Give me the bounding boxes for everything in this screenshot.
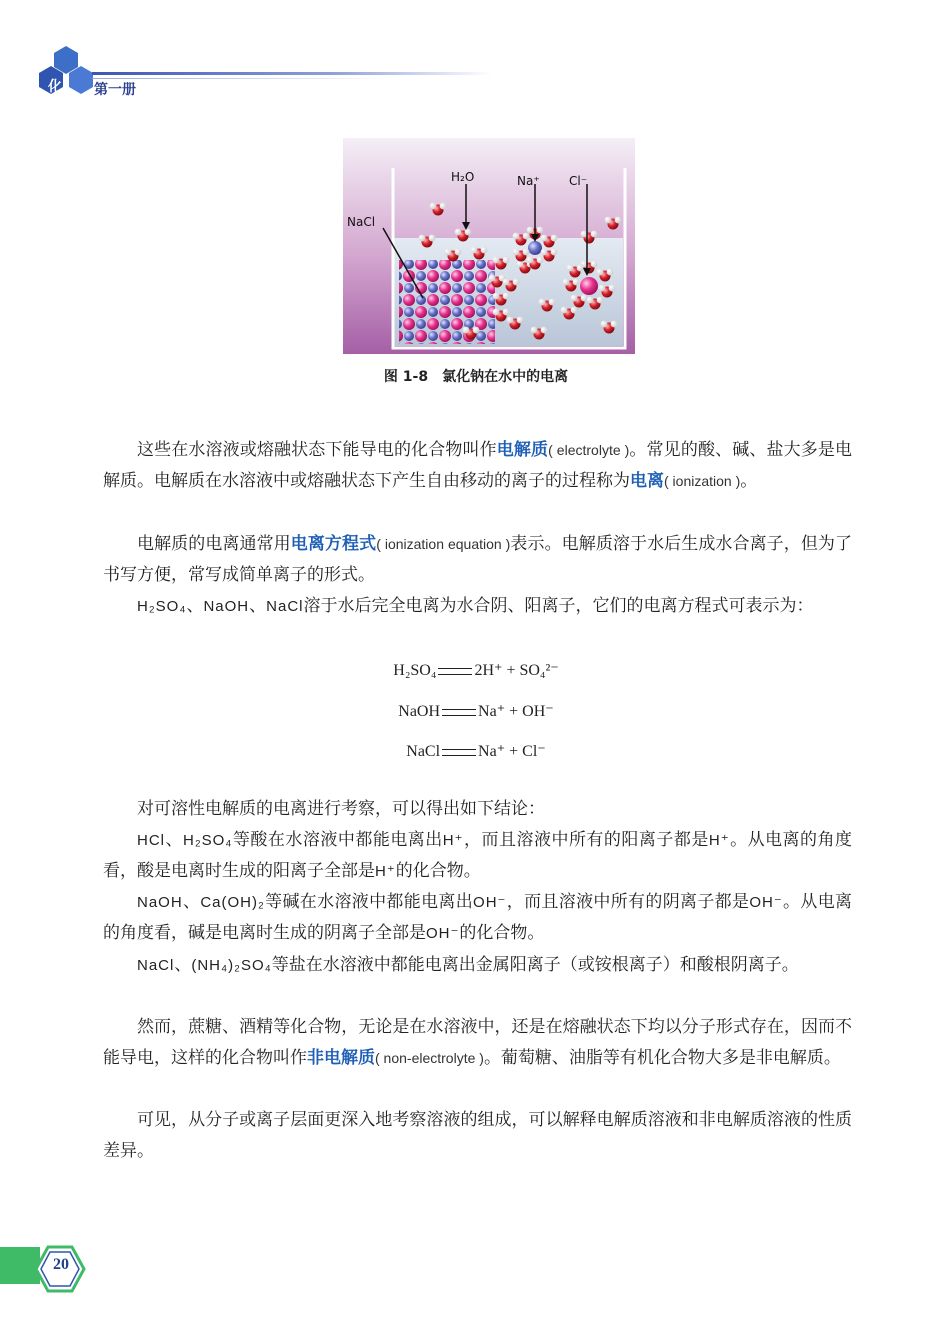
ion-h: H⁺	[442, 832, 464, 849]
english-ionization: ( ionization )	[664, 473, 741, 490]
logo-text: 化学	[48, 79, 74, 115]
english-ionization-equation: ( ionization equation )	[376, 536, 511, 552]
text-run: 可见，从分子或离子层面更深入地考察溶液的组成，可以解释电解质溶液和非电解质溶液的性质差异。	[103, 1110, 852, 1162]
text-run: 。葡萄糖、油脂等有机化合物大多是非电解质。	[483, 1048, 841, 1069]
equation-left: H₂SO₄	[393, 662, 437, 679]
text-run: 等碱在水溶液中都能电离出	[264, 892, 474, 912]
text-run: 这些在水溶液或熔融状态下能导电的化合物叫作	[137, 440, 497, 460]
formula-nh4-2so4: (NH₄)₂SO₄	[191, 957, 272, 974]
formula-nacl: NaCl	[137, 957, 175, 974]
caption-number: 图 1-8	[383, 369, 429, 385]
ion-oh: OH⁻	[426, 925, 460, 943]
equation-right: 2H⁺ + SO₄²⁻	[474, 662, 559, 679]
label-sodium-ion: Na⁺	[517, 174, 540, 188]
text-run: 电解质的电离通常用	[137, 534, 291, 554]
text-run: 的化合物。	[395, 861, 481, 882]
dissolution-figure	[343, 138, 635, 354]
text-run: ，而且溶液中所有的阳离子都是	[463, 830, 709, 850]
term-electrolyte: 电解质	[496, 440, 549, 460]
english-electrolyte: ( electrolyte )	[548, 442, 630, 458]
ion-oh: OH⁻	[749, 894, 783, 911]
formula-caoh2: Ca(OH)₂	[200, 894, 265, 911]
text-run: 。	[740, 471, 758, 492]
equation-naoh	[0, 701, 952, 721]
paragraph-salts: NaCl、(NH₄)₂SO₄等盐在水溶液中都能电离出金属阳离子（或铵根离子）和酸根阴离子。	[137, 955, 799, 975]
formula-h2so4: H₂SO₄	[137, 598, 187, 615]
term-ionization-equation: 电离方程式	[290, 534, 377, 554]
equals-sign	[438, 668, 472, 675]
formula-naoh: NaOH	[203, 598, 250, 615]
ion-h: H⁺	[375, 863, 396, 881]
term-ionization: 电离	[630, 471, 664, 492]
equation-right: Na⁺ + OH⁻	[478, 703, 554, 720]
figure-caption	[0, 366, 952, 386]
header-rule-thin	[92, 78, 392, 79]
header-rule	[92, 72, 492, 75]
text-run: 。从电离的角度看，酸是电离时生成的阳离子全部是	[103, 830, 853, 882]
book-title: 第一册	[94, 82, 136, 98]
formula-naoh: NaOH	[137, 894, 183, 911]
english-non-electrolyte: ( non-electrolyte )	[375, 1050, 484, 1067]
text-run: 。从电离的角度看，碱是电离时生成的阴离子全部是	[103, 892, 853, 944]
paragraph-electrolyte	[103, 435, 852, 497]
text-run: 溶于水后完全电离为水合阴、阳离子，它们的电离方程式可表示为：	[303, 596, 814, 616]
paragraph-non-electrolyte	[103, 1012, 852, 1074]
paragraph-conclusion-intro	[103, 794, 852, 825]
text-run: 对可溶性电解质的电离进行考察，可以得出如下结论：	[137, 799, 545, 819]
text-run: 表示。电解质溶于水后生成水合离子，但为了书写方便，常写成简单离子的形式。	[103, 534, 853, 586]
paragraph-summary	[103, 1105, 852, 1167]
text-run: ，而且溶液中所有的阴离子都是	[506, 892, 750, 912]
label-chloride-ion: Cl⁻	[569, 174, 588, 188]
formula-nacl: NaCl	[266, 598, 304, 615]
formula-hcl: HCl	[137, 832, 165, 849]
paragraph-ionization-equation	[103, 529, 852, 591]
paragraph-acids: HCl、H₂SO₄等酸在水溶液中都能电离出H⁺，而且溶液中所有的阳离子都是H⁺。从电离的角度看，酸是电离时生成的阳离子全部是H⁺的化合物。	[103, 830, 853, 882]
paragraph-strong-electrolytes: H₂SO₄、NaOH、NaCl溶于水后完全电离为水合阴、阳离子，它们的电离方程式可表示为：	[137, 596, 814, 616]
formula-h2so4: H₂SO₄	[182, 832, 233, 849]
page-header	[0, 0, 952, 115]
label-water: H₂O	[451, 170, 475, 184]
label-sodium-chloride: NaCl	[347, 215, 376, 229]
ion-oh: OH⁻	[473, 894, 507, 911]
text-run: 的化合物。	[459, 923, 545, 944]
term-non-electrolyte: 非电解质	[307, 1048, 375, 1069]
equation-left: NaOH	[398, 703, 441, 720]
equals-sign	[442, 749, 476, 756]
equation-left: NaCl	[406, 743, 441, 760]
text-run: 等酸在水溶液中都能电离出	[232, 830, 443, 850]
text-run: 然而，蔗糖、酒精等化合物，无论是在水溶液中，还是在熔融状态下均以分子形式存在，因而不能导电，这样的化合物叫作	[103, 1017, 852, 1069]
equation-nacl	[0, 741, 952, 761]
ion-h: H⁺	[708, 832, 730, 849]
equation-right: Na⁺ + Cl⁻	[478, 743, 546, 760]
nacl-ionization-diagram	[343, 138, 635, 354]
page-number: 20	[53, 1256, 69, 1273]
text-run: 。常见的酸、碱、盐大多是电解质。电解质在水溶液中或熔融状态下产生自由移动的离子的过程称为	[103, 440, 852, 492]
caption-text: 氯化钠在水中的电离	[442, 369, 569, 385]
equation-h2so4	[0, 660, 952, 680]
equals-sign	[442, 709, 476, 716]
text-run: 等盐在水溶液中都能电离出金属阳离子（或铵根离子）和酸根阴离子。	[271, 955, 799, 975]
paragraph-bases: NaOH、Ca(OH)₂等碱在水溶液中都能电离出OH⁻，而且溶液中所有的阴离子都是OH⁻。从电离的角度看，碱是电离时生成的阴离子全部是OH⁻的化合物。	[103, 892, 853, 944]
